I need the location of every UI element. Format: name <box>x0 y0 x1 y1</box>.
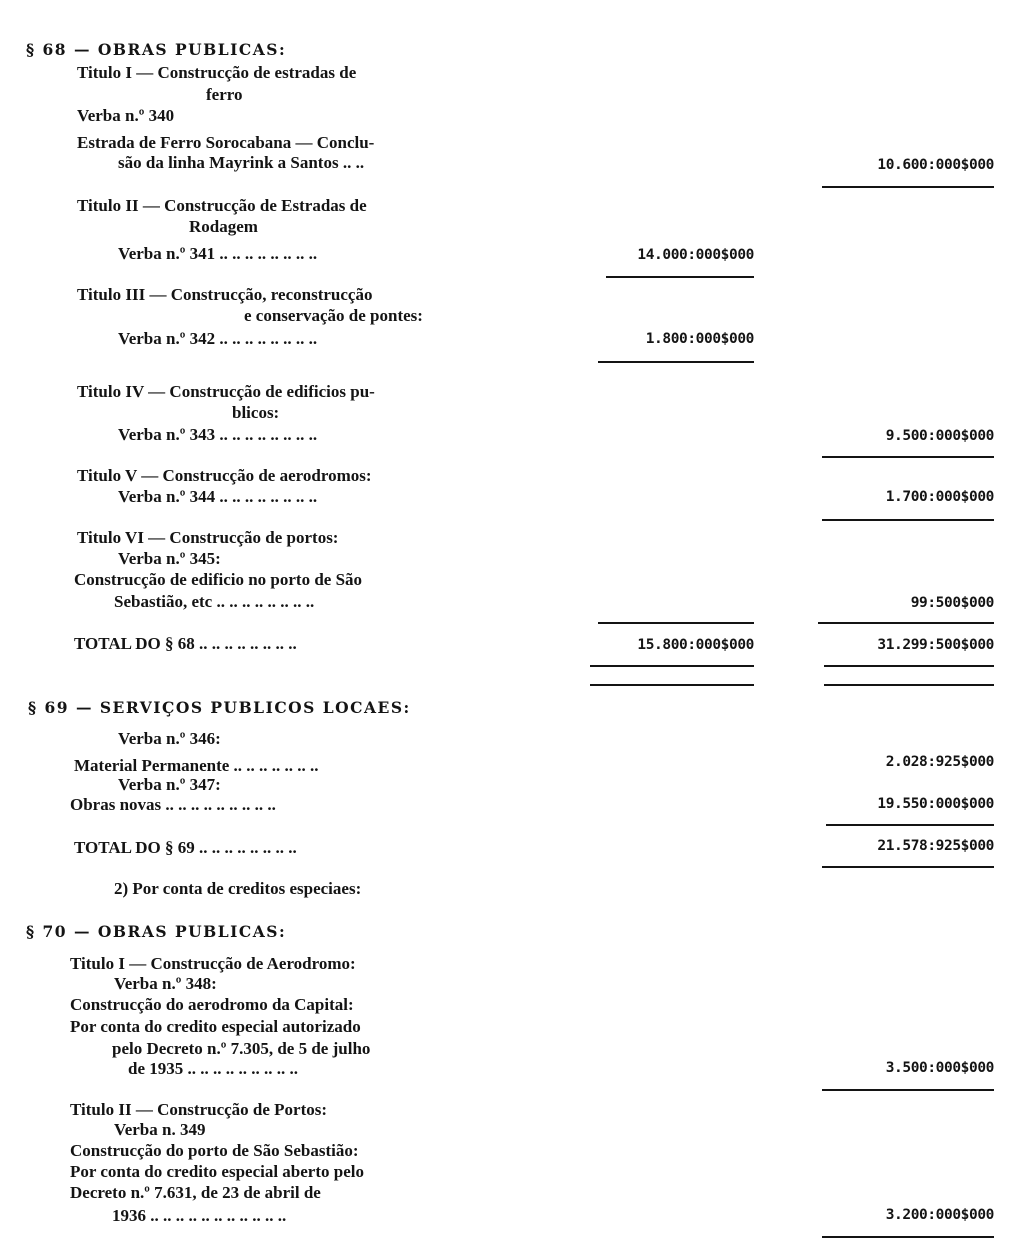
s68-titulo-4-value: 9.500:000$000 <box>885 428 994 444</box>
rule <box>818 622 994 624</box>
s68-titulo-3-line1: Titulo III — Construcção, reconstrucção <box>77 285 373 304</box>
s70-titulo-1-desc1: Construcção do aerodromo da Capital: <box>70 995 354 1014</box>
s68-titulo-2-line1: Titulo II — Construcção de Estradas de <box>77 196 367 215</box>
s70-titulo-2-desc2: Por conta do credito especial aberto pelo <box>70 1162 364 1181</box>
s68-total-value-right: 31.299:500$000 <box>877 637 994 653</box>
s68-titulo-4-line1: Titulo IV — Construcção de edificios pu- <box>77 382 375 401</box>
s70-titulo-1-desc2: Por conta do credito especial autorizado <box>70 1017 361 1036</box>
s70-verba-349: Verba n. 349 <box>114 1120 206 1139</box>
s70-titulo-1-desc4: de 1935 .. .. .. .. .. .. .. .. .. <box>128 1059 298 1078</box>
s68-verba-344: Verba n.º 344 .. .. .. .. .. .. .. .. <box>118 487 318 506</box>
s68-titulo-2-value: 14.000:000$000 <box>637 247 754 263</box>
s70-titulo-2-desc1: Construcção do porto de São Sebastião: <box>70 1141 359 1160</box>
s68-titulo-1-value: 10.600:000$000 <box>877 157 994 173</box>
section-69-heading: § 69 — SERVIÇOS PUBLICOS LOCAES: <box>28 698 411 717</box>
rule <box>824 665 994 667</box>
s70-titulo-1-line1: Titulo I — Construcção de Aerodromo: <box>70 954 356 973</box>
section-68-heading: § 68 — OBRAS PUBLICAS: <box>26 40 287 59</box>
s69-verba-347: Verba n.º 347: <box>118 775 221 794</box>
s68-titulo-1-line2: ferro <box>206 85 243 104</box>
s70-verba-348: Verba n.º 348: <box>114 974 217 993</box>
s69-total-label: TOTAL DO § 69 .. .. .. .. .. .. .. .. <box>74 838 297 857</box>
s70-titulo-2-line1: Titulo II — Construcção de Portos: <box>70 1100 328 1119</box>
s68-titulo-5-value: 1.700:000$000 <box>885 489 994 505</box>
s68-titulo-6-desc2: Sebastião, etc .. .. .. .. .. .. .. .. <box>114 592 315 611</box>
s68-verba-340: Verba n.º 340 <box>77 106 175 125</box>
rule <box>822 186 994 188</box>
s69-material-permanente: Material Permanente .. .. .. .. .. .. .. <box>74 756 319 775</box>
s69-verba-346: Verba n.º 346: <box>118 729 221 748</box>
s68-titulo-3-value: 1.800:000$000 <box>645 331 754 347</box>
s68-verba-343: Verba n.º 343 .. .. .. .. .. .. .. .. <box>118 425 318 444</box>
s68-titulo-2-line2: Rodagem <box>189 217 258 236</box>
s70-titulo-2-desc4: 1936 .. .. .. .. .. .. .. .. .. .. .. <box>112 1206 287 1225</box>
s70-titulo-1-value: 3.500:000$000 <box>885 1060 994 1076</box>
s68-verba-342: Verba n.º 342 .. .. .. .. .. .. .. .. <box>118 329 318 348</box>
rule <box>822 1089 994 1091</box>
s68-verba-341: Verba n.º 341 .. .. .. .. .. .. .. .. <box>118 244 318 263</box>
subheading-creditos-especiaes: 2) Por conta de creditos especiaes: <box>114 879 362 898</box>
s69-obras-novas: Obras novas .. .. .. .. .. .. .. .. .. <box>70 795 276 814</box>
rule <box>606 276 754 278</box>
s68-titulo-6-value: 99:500$000 <box>910 595 994 611</box>
s68-titulo-6-line1: Titulo VI — Construcção de portos: <box>77 528 339 547</box>
s68-total-value-mid: 15.800:000$000 <box>637 637 754 653</box>
rule <box>822 456 994 458</box>
s68-titulo-5-line1: Titulo V — Construcção de aerodromos: <box>77 466 372 485</box>
rule <box>590 684 754 686</box>
s68-total-label: TOTAL DO § 68 .. .. .. .. .. .. .. .. <box>74 634 297 653</box>
rule <box>822 519 994 521</box>
s69-total-value: 21.578:925$000 <box>877 838 994 854</box>
rule <box>826 824 994 826</box>
s68-titulo-1-desc2: são da linha Mayrink a Santos .. .. <box>118 153 365 172</box>
s68-titulo-1-desc1: Estrada de Ferro Sorocabana — Conclu- <box>77 133 375 152</box>
rule <box>598 622 754 624</box>
s68-titulo-4-line2: blicos: <box>232 403 280 422</box>
s69-material-value: 2.028:925$000 <box>885 754 994 770</box>
rule <box>824 684 994 686</box>
s70-titulo-2-desc3: Decreto n.º 7.631, de 23 de abril de <box>70 1183 321 1202</box>
s70-titulo-2-value: 3.200:000$000 <box>885 1207 994 1223</box>
rule <box>822 1236 994 1238</box>
s68-titulo-6-desc1: Construcção de edificio no porto de São <box>74 570 363 589</box>
s68-titulo-3-line2: e conservação de pontes: <box>244 306 423 325</box>
rule <box>598 361 754 363</box>
s70-titulo-1-desc3: pelo Decreto n.º 7.305, de 5 de julho <box>112 1039 371 1058</box>
rule <box>590 665 754 667</box>
s68-titulo-1-line1: Titulo I — Construcção de estradas de <box>77 63 357 82</box>
s69-obras-value: 19.550:000$000 <box>877 796 994 812</box>
section-70-heading: § 70 — OBRAS PUBLICAS: <box>26 922 287 941</box>
rule <box>822 866 994 868</box>
s68-verba-345: Verba n.º 345: <box>118 549 221 568</box>
